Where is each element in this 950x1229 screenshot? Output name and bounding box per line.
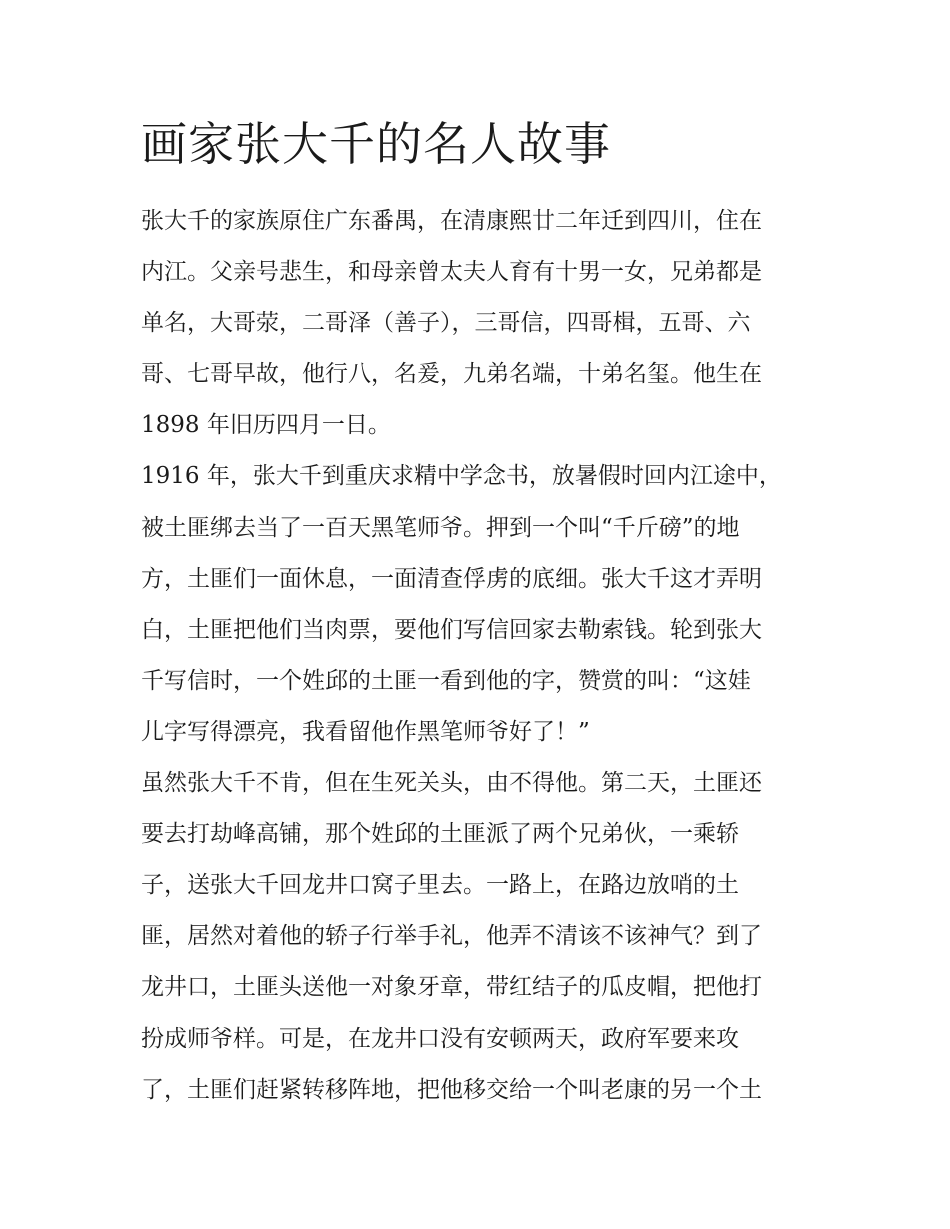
text-line: 单名，大哥荥，二哥泽（善子），三哥信，四哥楫，五哥、六 [141, 310, 751, 337]
text-line: 了，土匪们赶紧转移阵地，把他移交给一个叫老康的另一个土 [141, 1076, 762, 1103]
text-line: 子，送张大千回龙井口窝子里去。一路上，在路边放哨的土 [141, 872, 739, 899]
text-line: 1916 年，张大千到重庆求精中学念书，放暑假时回内江途中， [141, 463, 782, 490]
text-line: 哥、七哥早故，他行八，名爰，九弟名端，十弟名玺。他生在 [141, 361, 762, 388]
text-line: 匪，居然对着他的轿子行举手礼，他弄不清该不该神气？到了 [141, 923, 762, 950]
text-line: 千写信时，一个姓邱的土匪一看到他的字，赞赏的叫：“这娃 [141, 667, 751, 694]
text-line: 龙井口，土匪头送他一对象牙章，带红结子的瓜皮帽，把他打 [141, 974, 762, 1001]
text-line: 虽然张大千不肯，但在生死关头，由不得他。第二天，土匪还 [141, 770, 762, 797]
text-line: 被土匪绑去当了一百天黑笔师爷。押到一个叫“千斤磅”的地 [141, 514, 740, 541]
text-line: 张大千的家族原住广东番禺，在清康熙廿二年迁到四川，住在 [141, 208, 762, 234]
text-line: 方，土匪们一面休息，一面清查俘虏的底细。张大千这才弄明 [141, 565, 762, 592]
text-line: 儿字写得漂亮，我看留他作黑笔师爷好了！” [141, 718, 590, 745]
text-line: 扮成师爷样。可是，在龙井口没有安顿两天，政府军要来攻 [141, 1025, 739, 1052]
text-line: 内江。父亲号悲生，和母亲曾太夫人育有十男一女，兄弟都是 [141, 259, 762, 286]
text-line: 要去打劫峰高铺，那个姓邱的土匪派了两个兄弟伙，一乘轿 [141, 821, 739, 848]
document-body [141, 196, 813, 1116]
text-line: 1898 年旧历四月一日。 [141, 412, 391, 439]
document-title: 画家张大千的名人故事 [141, 117, 611, 171]
text-line: 白，土匪把他们当肉票，要他们写信回家去勒索钱。轮到张大 [141, 616, 762, 643]
